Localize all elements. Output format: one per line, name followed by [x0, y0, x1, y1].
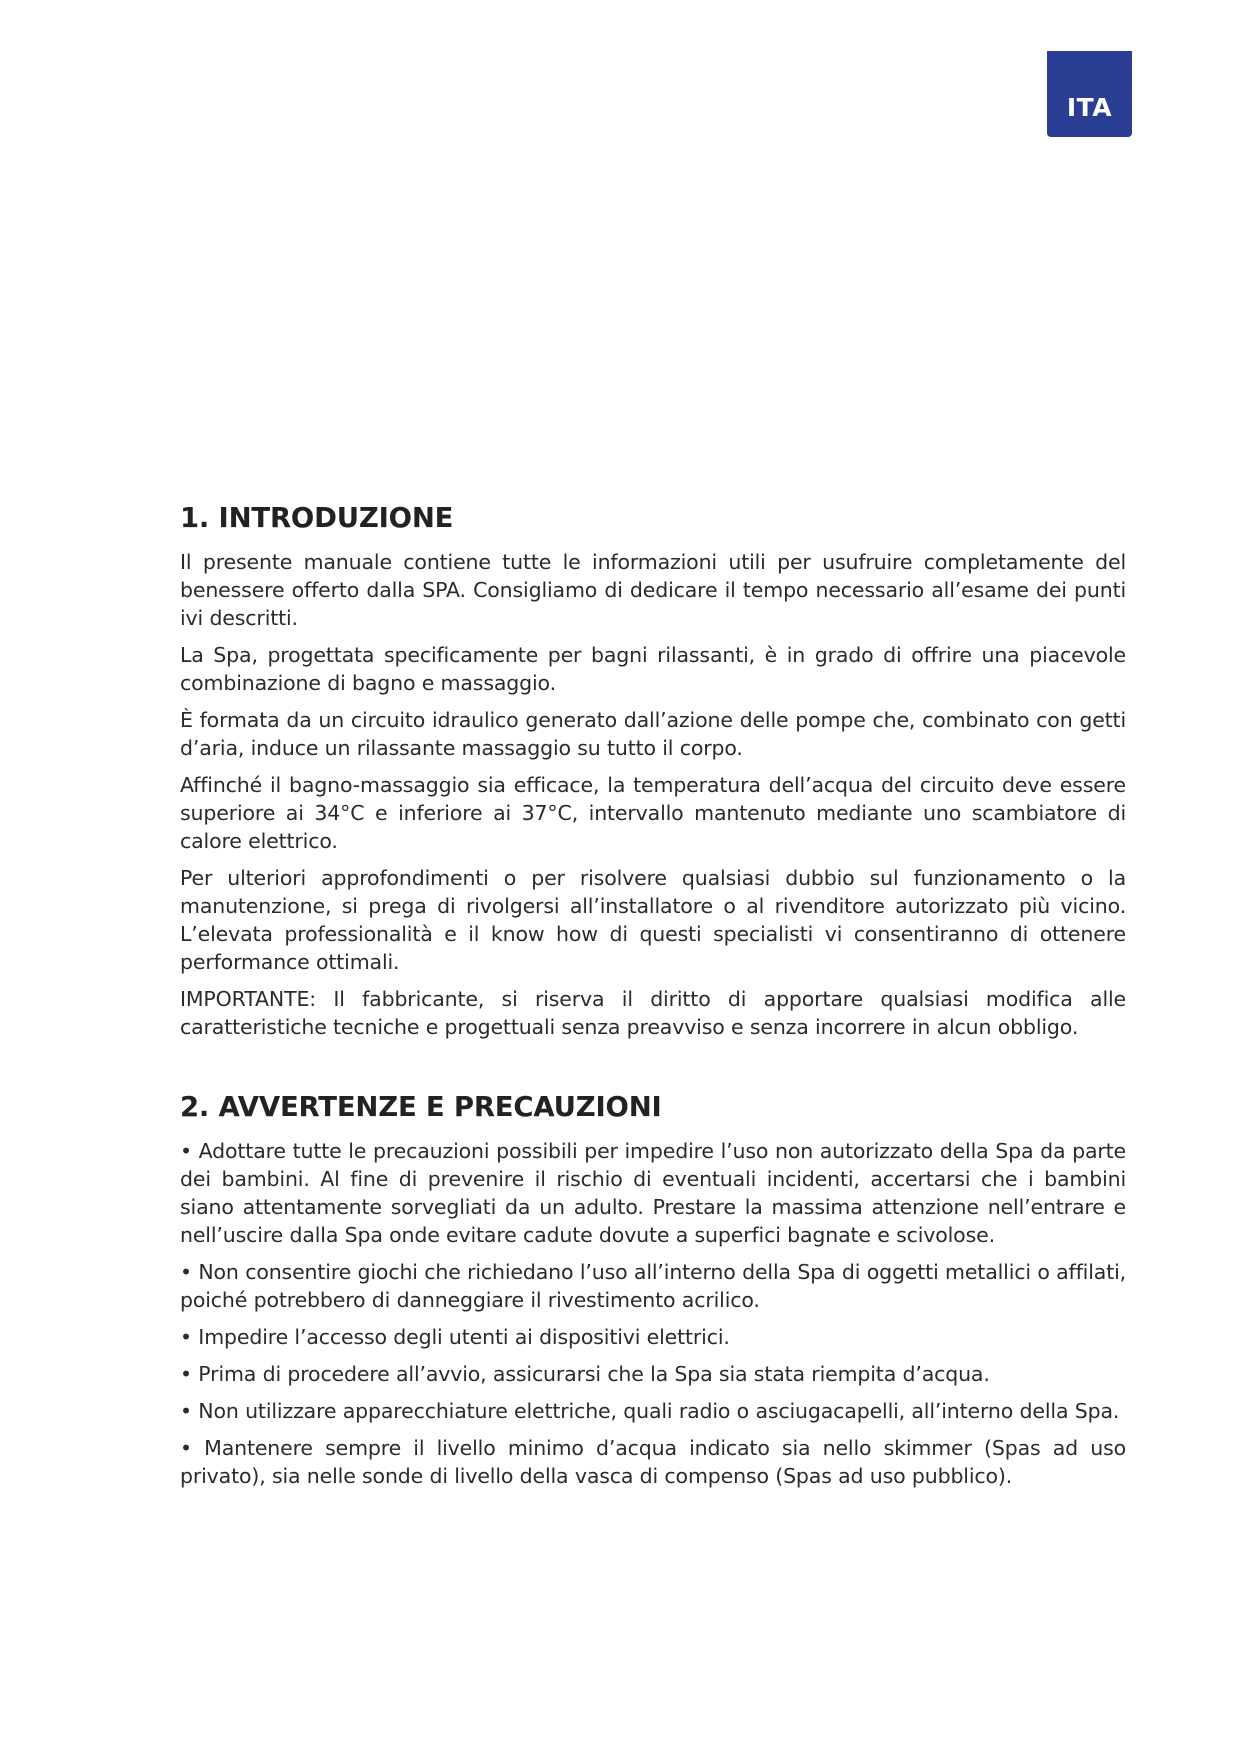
bullet-paragraph: • Adottare tutte le precauzioni possibili per impedire l’uso non autorizzato della Spa da parte dei bambini. Al fine di prevenire il rischio di eventuali incidenti, accertarsi che i bambini siano attentamente sorvegliati da un adulto. Prestare la massima attenzione nell’entrare e nell’uscire dalla Spa onde evitare cadute dovute a superfici bagnate e scivolose.: [180, 1139, 1126, 1247]
paragraph: È formata da un circuito idraulico generato dall’azione delle pompe che, combinato con getti d’aria, induce un rilassante massaggio su tutto il corpo.: [180, 708, 1126, 760]
paragraph: Per ulteriori approfondimenti o per risolvere qualsiasi dubbio sul funzionamento o la manutenzione, si prega di rivolgersi all’installatore o al rivenditore autorizzato più vicino. L’elevata professionalità e il know how di questi specialisti vi consentiranno di ottenere performance ottimali.: [180, 866, 1126, 974]
paragraph: IMPORTANTE: Il fabbricante, si riserva il diritto di apportare qualsiasi modifica alle caratteristiche tecniche e progettuali senza preavviso e senza incorrere in alcun obbligo.: [180, 987, 1126, 1039]
section-title: 1. INTRODUZIONE: [180, 502, 454, 534]
section-title: 2. AVVERTENZE E PRECAUZIONI: [180, 1091, 662, 1123]
language-badge-label: ITA: [1066, 92, 1113, 122]
language-badge: [1047, 51, 1132, 137]
bullet-paragraph: • Non consentire giochi che richiedano l’uso all’interno della Spa di oggetti metallici o affilati, poiché potrebbero di danneggiare il rivestimento acrilico.: [180, 1260, 1126, 1312]
bullet-paragraph: • Prima di procedere all’avvio, assicurarsi che la Spa sia stata riempita d’acqua.: [180, 1362, 990, 1386]
document-body: [180, 496, 1126, 1499]
bullet-paragraph: • Impedire l’accesso degli utenti ai dispositivi elettrici.: [180, 1325, 730, 1349]
paragraph: Il presente manuale contiene tutte le informazioni utili per usufruire completamente del benessere offerto dalla SPA. Consigliamo di dedicare il tempo necessario all’esame dei punti ivi descritti.: [180, 550, 1126, 630]
section-introduzione: [180, 496, 1126, 1041]
paragraph: La Spa, progettata specificamente per bagni rilassanti, è in grado di offrire una piacevole combinazione di bagno e massaggio.: [180, 643, 1126, 695]
bullet-paragraph: • Mantenere sempre il livello minimo d’acqua indicato sia nello skimmer (Spas ad uso privato), sia nelle sonde di livello della vasca di compenso (Spas ad uso pubblico).: [180, 1436, 1126, 1488]
section-avvertenze: [180, 1085, 1126, 1490]
paragraph: Affinché il bagno-massaggio sia efficace, la temperatura dell’acqua del circuito deve essere superiore ai 34°C e inferiore ai 37°C, intervallo mantenuto mediante uno scambiatore di calore elettrico.: [180, 773, 1126, 853]
bullet-paragraph: • Non utilizzare apparecchiature elettriche, quali radio o asciugacapelli, all’interno della Spa.: [180, 1399, 1120, 1423]
